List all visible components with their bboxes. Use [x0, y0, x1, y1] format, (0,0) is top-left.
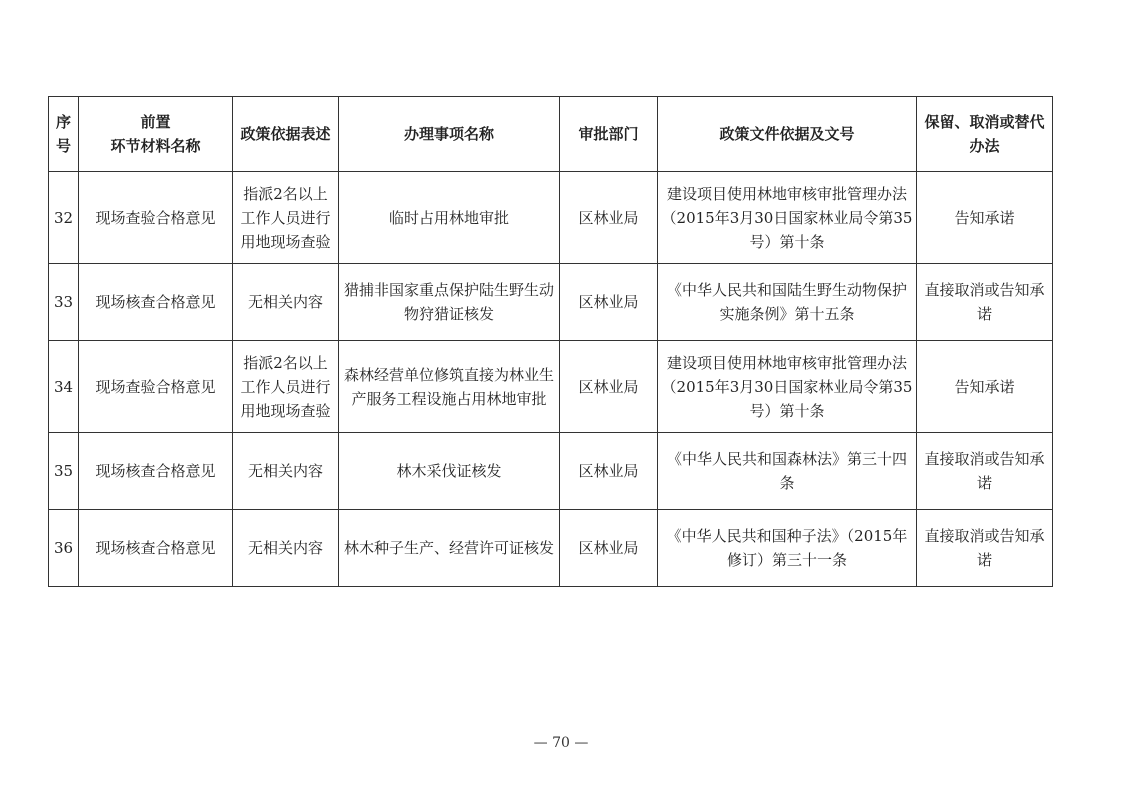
- cell-department: 区林业局: [560, 264, 658, 341]
- cell-material: 现场查验合格意见: [79, 172, 233, 264]
- cell-material: 现场核查合格意见: [79, 433, 233, 510]
- cell-policy-desc: 指派2名以上工作人员进行用地现场查验: [233, 341, 339, 433]
- cell-policy-desc: 指派2名以上工作人员进行用地现场查验: [233, 172, 339, 264]
- cell-seq: 34: [49, 341, 79, 433]
- header-row: [49, 97, 1053, 172]
- header-policy-doc: 政策文件依据及文号: [658, 97, 917, 172]
- cell-method: 直接取消或告知承诺: [917, 264, 1053, 341]
- cell-method: 告知承诺: [917, 341, 1053, 433]
- cell-policy-doc: 《中华人民共和国森林法》第三十四条: [658, 433, 917, 510]
- table-row: [49, 433, 1053, 510]
- cell-item-name: 林木种子生产、经营许可证核发: [339, 510, 560, 587]
- cell-seq: 32: [49, 172, 79, 264]
- table-row: [49, 510, 1053, 587]
- cell-department: 区林业局: [560, 510, 658, 587]
- cell-item-name: 猎捕非国家重点保护陆生野生动物狩猎证核发: [339, 264, 560, 341]
- cell-method: 告知承诺: [917, 172, 1053, 264]
- header-seq: 序 号: [49, 97, 79, 172]
- cell-seq: 33: [49, 264, 79, 341]
- cell-method: 直接取消或告知承诺: [917, 433, 1053, 510]
- cell-department: 区林业局: [560, 433, 658, 510]
- cell-policy-desc: 无相关内容: [233, 433, 339, 510]
- cell-policy-doc: 建设项目使用林地审核审批管理办法（2015年3月30日国家林业局令第35号）第十条: [658, 341, 917, 433]
- header-method: 保留、取消或替代 办法: [917, 97, 1053, 172]
- header-material: 前置 环节材料名称: [79, 97, 233, 172]
- cell-policy-desc: 无相关内容: [233, 264, 339, 341]
- page-number: — 70 —: [533, 735, 589, 751]
- cell-policy-desc: 无相关内容: [233, 510, 339, 587]
- table-row: [49, 264, 1053, 341]
- cell-seq: 35: [49, 433, 79, 510]
- cell-department: 区林业局: [560, 341, 658, 433]
- cell-material: 现场核查合格意见: [79, 510, 233, 587]
- header-item-name: 办理事项名称: [339, 97, 560, 172]
- cell-policy-doc: 建设项目使用林地审核审批管理办法（2015年3月30日国家林业局令第35号）第十条: [658, 172, 917, 264]
- cell-material: 现场查验合格意见: [79, 341, 233, 433]
- cell-item-name: 林木采伐证核发: [339, 433, 560, 510]
- cell-policy-doc: 《中华人民共和国陆生野生动物保护实施条例》第十五条: [658, 264, 917, 341]
- table-row: [49, 172, 1053, 264]
- header-department: 审批部门: [560, 97, 658, 172]
- table-row: [49, 341, 1053, 433]
- cell-method: 直接取消或告知承诺: [917, 510, 1053, 587]
- header-policy-desc: 政策依据表述: [233, 97, 339, 172]
- cell-item-name: 临时占用林地审批: [339, 172, 560, 264]
- policy-table: [48, 96, 1053, 587]
- cell-item-name: 森林经营单位修筑直接为林业生产服务工程设施占用林地审批: [339, 341, 560, 433]
- cell-policy-doc: 《中华人民共和国种子法》（2015年修订）第三十一条: [658, 510, 917, 587]
- cell-material: 现场核查合格意见: [79, 264, 233, 341]
- cell-department: 区林业局: [560, 172, 658, 264]
- cell-seq: 36: [49, 510, 79, 587]
